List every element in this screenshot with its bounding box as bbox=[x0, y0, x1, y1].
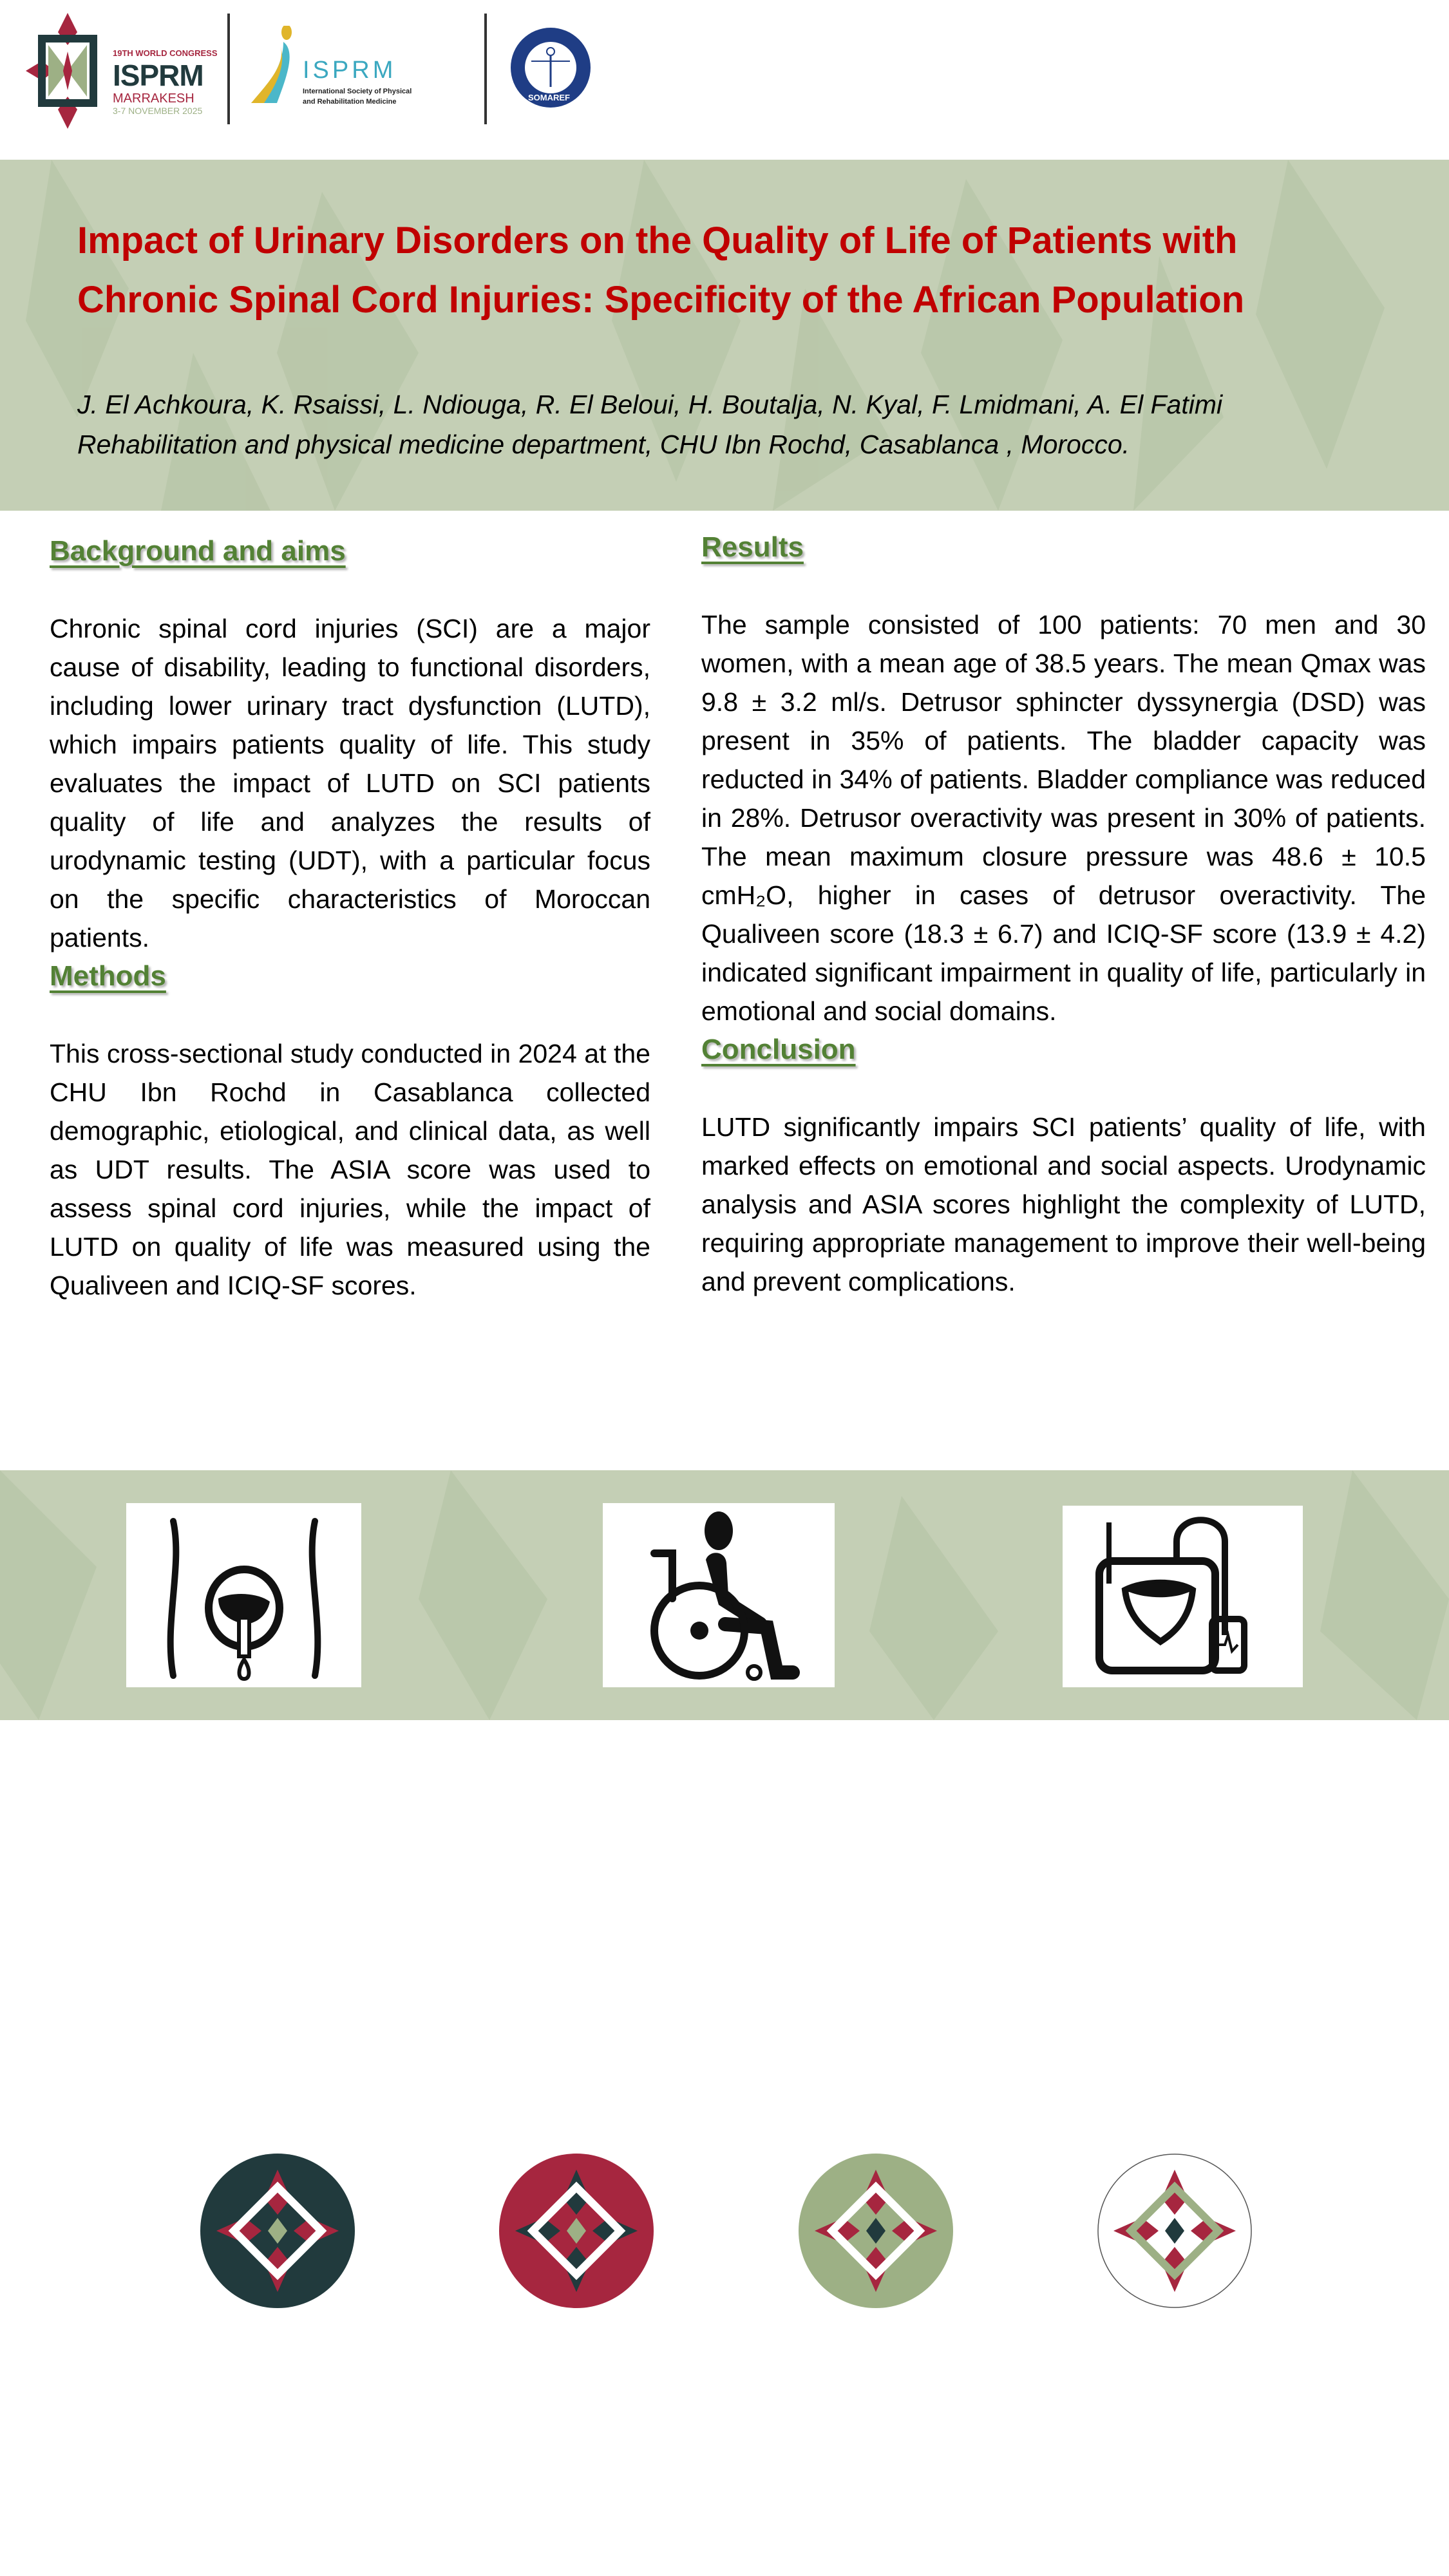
ornament-row bbox=[0, 2154, 1449, 2308]
ornament-dark bbox=[200, 2154, 355, 2308]
urodynamic-icon-box bbox=[1063, 1506, 1303, 1687]
methods-text: This cross-sectional study conducted in 2024 at the CHU Ibn Rochd in Casablanca collected demographic, etiological, and clinical data, as well as UDT results. The ASIA score was used to assess spinal cord injuries, while the impact of LUTD on quality of life was measured using the Qualiveen and ICIQ-SF scores. bbox=[50, 1039, 650, 1300]
isprm-society-logo bbox=[251, 26, 470, 109]
isprm-tagline-1: International Society of Physical bbox=[303, 88, 412, 95]
congress-star-icon bbox=[26, 13, 109, 129]
results-heading: Results bbox=[701, 531, 804, 563]
title-banner bbox=[0, 160, 1449, 511]
conclusion-text: LUTD significantly impairs SCI patients’ quality of life, with marked effects on emotional and social aspects. Urodynamic analysis and ASIA scores highlight the complexity of LUTD, requiring appropriate management to improve their well-being and prevent complications. bbox=[701, 1112, 1426, 1296]
conclusion-heading: Conclusion bbox=[701, 1034, 856, 1065]
bladder-icon-box bbox=[126, 1503, 361, 1687]
background-heading: Background and aims bbox=[50, 535, 346, 567]
isprm-congress-logo bbox=[26, 13, 219, 129]
isprm-figure-icon bbox=[251, 26, 303, 103]
somaref-text: SOMAREF bbox=[528, 93, 570, 102]
logo-divider bbox=[484, 14, 487, 124]
authors: J. El Achkoura, K. Rsaissi, L. Ndiouga, R. El Beloui, H. Boutalja, N. Kyal, F. Lmidmani, A. El Fatimi bbox=[77, 390, 1223, 419]
methods-heading: Methods bbox=[50, 960, 166, 992]
isprm-tagline-2: and Rehabilitation Medicine bbox=[303, 98, 397, 106]
ornament-red bbox=[499, 2154, 654, 2308]
wheelchair-icon-box bbox=[603, 1503, 835, 1687]
affiliation: Rehabilitation and physical medicine department, CHU Ibn Rochd, Casablanca , Morocco. bbox=[77, 430, 1130, 459]
bladder-icon bbox=[147, 1508, 341, 1682]
logo-divider bbox=[227, 14, 230, 124]
right-column bbox=[701, 528, 1426, 1301]
congress-edition: 19TH WORLD CONGRESS bbox=[113, 48, 218, 58]
congress-isprm: ISPRM bbox=[113, 59, 204, 92]
left-column bbox=[50, 532, 650, 1305]
icon-band bbox=[0, 1470, 1449, 1720]
results-text: The sample consisted of 100 patients: 70 men and 30 women, with a mean age of 38.5 years. The mean Qmax was 9.8 ± 3.2 ml/s. Detrusor sphincter dyssynergia (DSD) was present in 35% of patients. The bladder capacity was reducted in 34% of patients. Bladder compliance was reduced in 28%. Detrusor overactivity was present in 30% of patients. The mean maximum closure pressure was 48.6 ± 10.5 cmH₂O, higher in cases of detrusor overactivity. The Qualiveen score (18.3 ± 6.7) and ICIQ-SF score (13.9 ± 4.2) indicated significant impairment in quality of life, particularly in emotional and social domains. bbox=[701, 610, 1426, 1026]
poster-title: Impact of Urinary Disorders on the Quality of Life of Patients with Chronic Spinal Cord Injuries: Specificity of the African Population bbox=[77, 220, 1245, 321]
somaref-logo bbox=[509, 26, 592, 109]
urodynamic-monitor-icon bbox=[1086, 1513, 1280, 1680]
congress-dates: 3-7 NOVEMBER 2025 bbox=[113, 106, 203, 116]
header bbox=[0, 0, 1449, 160]
congress-city: MARRAKESH bbox=[113, 91, 194, 106]
wheelchair-icon bbox=[629, 1508, 809, 1682]
isprm-wordmark: ISPRM bbox=[303, 57, 397, 84]
background-text: Chronic spinal cord injuries (SCI) are a major cause of disability, leading to functional disorders, including lower urinary tract dysfunction (LUTD), which impairs patients quality of life. This study evaluates the impact of LUTD on SCI patients quality of life and analyzes the results of urodynamic testing (UDT), with a particular focus on the specific characteristics of Moroccan patients. bbox=[50, 614, 650, 952]
ornament-green bbox=[799, 2154, 953, 2308]
ornament-white bbox=[1097, 2154, 1252, 2308]
